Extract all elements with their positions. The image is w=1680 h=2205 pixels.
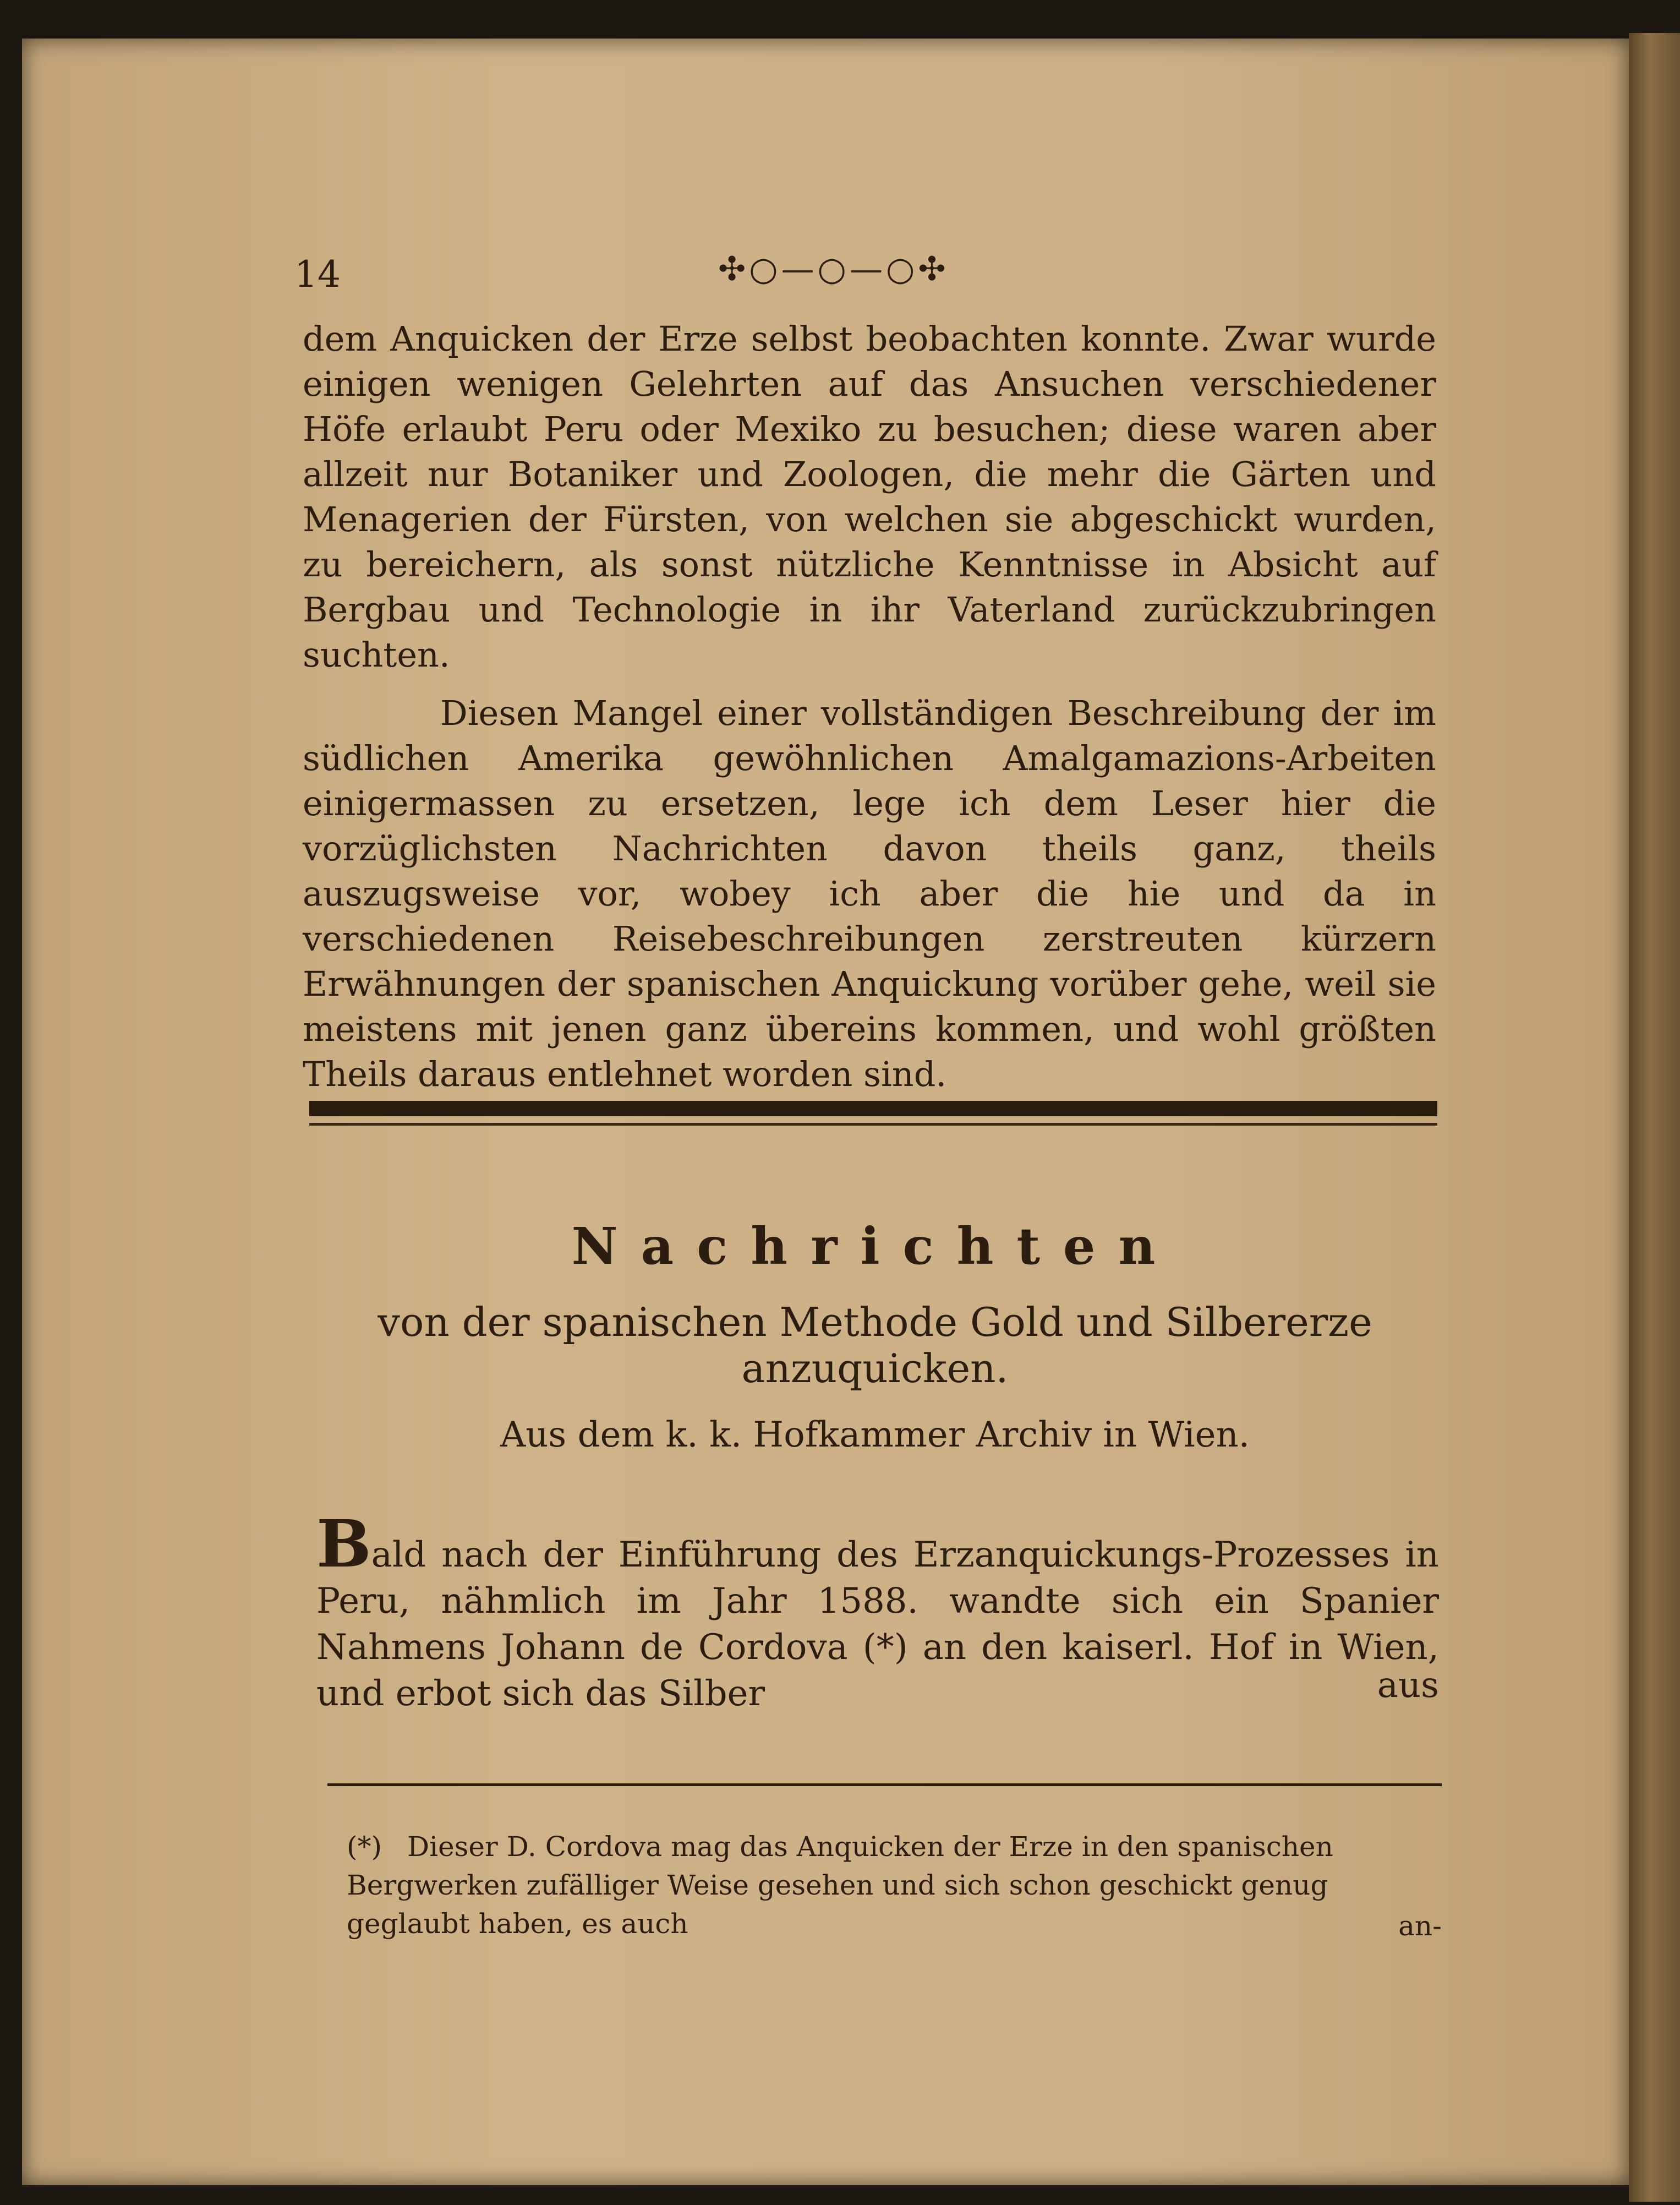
- section-source: Aus dem k. k. Hofkammer Archiv in Wien.: [500, 1415, 1250, 1455]
- section-subtitle: von der spanischen Methode Gold und Silbererze anzuquicken.: [377, 1299, 1372, 1391]
- drop-cap: B: [316, 1505, 371, 1582]
- section-divider-thin: [309, 1123, 1437, 1126]
- page-number: 14: [294, 253, 341, 296]
- section-divider-thick: [309, 1101, 1437, 1116]
- header-ornament: ✣○—○—○✣: [718, 250, 949, 288]
- section-body: [316, 1505, 1439, 1717]
- footnote-rule: [327, 1783, 1442, 1786]
- section-title: Nachrichten: [571, 1216, 1179, 1276]
- section-body-text: ald nach der Einführung des Erzanquickungs-Prozesses in Peru, nähmlich im Jahr 1588. wandte sich ein Spanier Nahmens Johann de Cordova (*) an den kaiserl. Hof in Wien, und erbot sich das Silber: [316, 1535, 1439, 1714]
- footnote-catchword: an-: [1398, 1910, 1442, 1942]
- footnote-text: Dieser D. Cordova mag das Anquicken der Erze in den spanischen Bergwerken zufälliger Weise gesehen und sich schon geschickt genug geglaubt haben, es auch: [347, 1831, 1333, 1940]
- paragraph-text: Diesen Mangel einer vollständigen Beschreibung der im südlichen Amerika gewöhnlichen Amalgamazions-Arbeiten einigermassen zu ersetzen, lege ich dem Leser hier die vorzüglichsten Nachrichten davon theils ganz, theils auszugsweise vor, wobey ich aber die hie und da in verschiedenen Reisebeschreibungen zerstreuten kürzern Erwähnungen der spanischen Anquickung vorüber gehe, weil sie meistens mit jenen ganz übereins kommen, und wohl größten Theils daraus entlehnet worden sind.: [303, 693, 1436, 1094]
- paragraph-second: [303, 691, 1436, 1097]
- paragraph-continued: [303, 316, 1436, 678]
- paragraph-text: dem Anquicken der Erze selbst beobachten konnte. Zwar wurde einigen wenigen Gelehrten auf das Ansuchen verschiedener Höfe erlaubt Peru oder Mexiko zu besuchen; diese waren aber allzeit nur Botaniker und Zoologen, die mehr die Gärten und Menagerien der Fürsten, von welchen sie abgeschickt wurden, zu bereichern, als sonst nützliche Kenntnisse in Absicht auf Bergbau und Technologie in ihr Vaterland zurückzubringen suchten.: [303, 319, 1436, 675]
- facing-page-edge: [1629, 33, 1680, 2202]
- footnote: [347, 1827, 1442, 1943]
- catchword: aus: [1377, 1665, 1439, 1706]
- page-header: [294, 250, 1439, 303]
- footnote-mark: (*): [347, 1831, 382, 1863]
